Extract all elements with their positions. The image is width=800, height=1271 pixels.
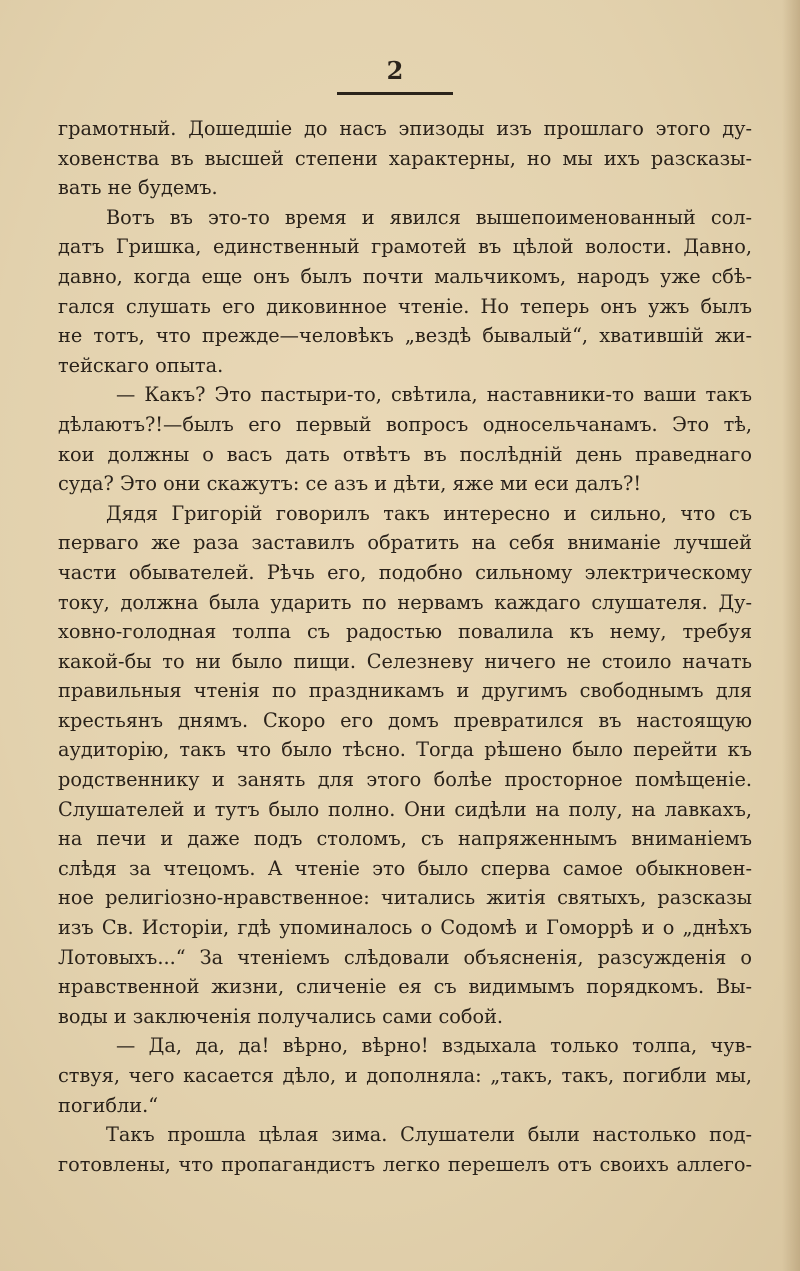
text-line: ховно-голодная толпа съ радостью повалила къ нему, требуя (58, 620, 752, 644)
text-line: Дядя Григорій говорилъ такъ интересно и сильно, что съ (106, 501, 752, 525)
text-line: части обывателей. Рѣчь его, подобно сильному электрическому (58, 560, 752, 584)
text-line: Вотъ въ это-то время и явился вышепоименованный сол- (106, 205, 752, 229)
text-line: — Какъ? Это пастыри-то, свѣтила, наставники-то ваши такъ (116, 383, 752, 407)
text-line: изъ Св. Исторіи, гдѣ упоминалось о Содомѣ и Гоморрѣ и о „днѣхъ (58, 916, 752, 940)
page-number: 2 (386, 56, 404, 85)
text-line: вать не будемъ. (58, 176, 218, 200)
text-line: тейскаго опыта. (58, 353, 224, 377)
body-text (58, 114, 752, 1179)
text-line: перваго же раза заставилъ обратить на себя вниманіе лучшей (58, 531, 752, 555)
text-line: на печи и даже подъ столомъ, съ напряженнымъ вниманіемъ (58, 827, 752, 851)
text-line: крестьянъ днямъ. Скоро его домъ превратился въ настоящую (58, 708, 752, 732)
text-line: дѣлаютъ?!—былъ его первый вопросъ односельчанамъ. Это тѣ, (58, 412, 752, 436)
text-line: ствуя, чего касается дѣло, и дополняла: „такъ, такъ, погибли мы, (58, 1064, 752, 1087)
text-line: суда? Это они скажутъ: се азъ и дѣти, яже ми еси далъ?! (58, 472, 642, 496)
text-line: давно, когда еще онъ былъ почти мальчикомъ, народъ уже сбѣ- (58, 264, 752, 288)
text-line: кои должны о васъ дать отвѣтъ въ послѣдній день праведнаго (58, 442, 752, 466)
text-line: датъ Гришка, единственный грамотей въ цѣлой волости. Давно, (58, 235, 752, 259)
text-line: какой-бы то ни было пищи. Селезневу ничего не стоило начать (58, 649, 752, 673)
text-line: гался слушать его диковинное чтеніе. Но теперь онъ ужъ былъ (58, 294, 752, 318)
text-line: погибли.“ (58, 1093, 159, 1117)
text-line: грамотный. Дошедшіе до насъ эпизоды изъ прошлаго этого ду- (58, 117, 752, 140)
text-line: ховенства въ высшей степени характерны, но мы ихъ разсказы- (58, 146, 752, 170)
text-line: слѣдя за чтецомъ. А чтеніе это было сперва самое обыкновен- (58, 856, 752, 880)
text-line: току, должна была ударить по нервамъ каждаго слушателя. Ду- (58, 590, 752, 614)
text-line: не тотъ, что прежде—человѣкъ „вездѣ бывалый“, хватившій жи- (58, 324, 752, 348)
page-edge-shadow (782, 0, 800, 1271)
text-line: ное религіозно-нравственное: читались житія святыхъ, разсказы (58, 886, 752, 910)
text-line: Лотовыхъ...“ За чтеніемъ слѣдовали объясненія, разсужденія о (58, 945, 752, 969)
text-line: родственнику и занять для этого болѣе просторное помѣщеніе. (58, 768, 752, 792)
text-line: воды и заключенія получались сами собой. (58, 1004, 504, 1028)
text-line: нравственной жизни, сличеніе ея съ видимымъ порядкомъ. Вы- (58, 975, 752, 999)
text-line: правильныя чтенія по праздникамъ и другимъ свободнымъ для (58, 679, 752, 703)
page-number-rule (337, 92, 453, 95)
text-line: Слушателей и тутъ было полно. Они сидѣли на полу, на лавкахъ, (58, 797, 752, 821)
text-line: готовлены, что пропагандистъ легко перешелъ отъ своихъ аллего- (58, 1152, 752, 1176)
text-line: аудиторію, такъ что было тѣсно. Тогда рѣшено было перейти къ (58, 738, 752, 762)
text-line: Такъ прошла цѣлая зима. Слушатели были настолько под- (106, 1123, 752, 1147)
text-line: — Да, да, да! вѣрно, вѣрно! вздыхала только толпа, чув- (116, 1034, 752, 1058)
